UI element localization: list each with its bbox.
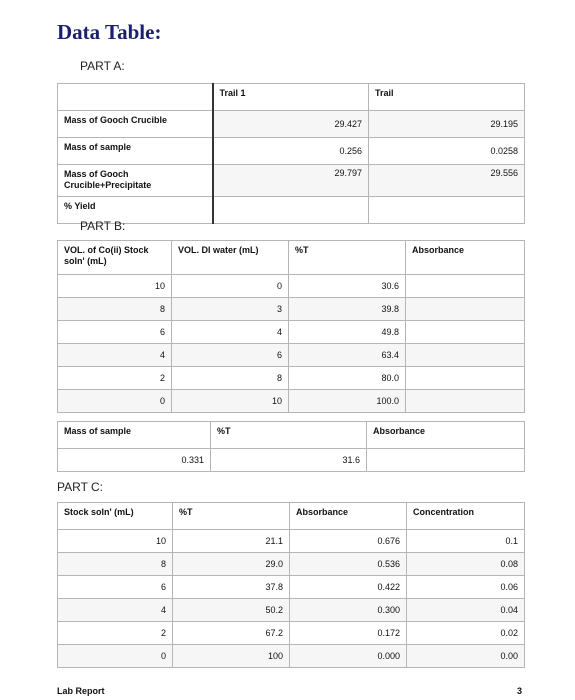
part-a-table: [57, 83, 525, 224]
table-row: [58, 138, 525, 165]
cell: 8: [172, 367, 289, 390]
part-a-header-trail2: Trail: [369, 84, 525, 111]
table-row: [58, 530, 525, 553]
table-row: [58, 449, 525, 472]
cell: [406, 275, 525, 298]
table-row: [58, 367, 525, 390]
page-number: 3: [517, 686, 523, 696]
cell: 10: [172, 390, 289, 413]
part-b-table: [57, 240, 525, 413]
table-row: [58, 321, 525, 344]
part-c-header-t: %T: [173, 503, 290, 530]
cell: 0: [58, 390, 172, 413]
cell: 30.6: [289, 275, 406, 298]
cell: [406, 344, 525, 367]
table-row: [58, 599, 525, 622]
footer-report-label: Lab Report: [57, 686, 105, 696]
cell: 63.4: [289, 344, 406, 367]
cell: 29.556: [369, 165, 525, 197]
part-c-header-absorbance: Absorbance: [290, 503, 407, 530]
cell: 8: [58, 553, 173, 576]
part-b-sample-table: [57, 421, 525, 472]
cell: 50.2: [173, 599, 290, 622]
part-c-table: [57, 502, 525, 668]
part-b-header-t: %T: [289, 241, 406, 275]
cell: 0.04: [407, 599, 525, 622]
row-label: Mass of Gooch Crucible: [58, 111, 213, 138]
page-title: Data Table:: [57, 20, 162, 44]
sample-header-mass: Mass of sample: [58, 422, 211, 449]
cell: 4: [58, 599, 173, 622]
cell: 0.1: [407, 530, 525, 553]
cell: [369, 197, 525, 224]
cell: 0: [172, 275, 289, 298]
table-row: [58, 553, 525, 576]
cell: 80.0: [289, 367, 406, 390]
cell: 67.2: [173, 622, 290, 645]
cell: 3: [172, 298, 289, 321]
table-row: [58, 165, 525, 197]
table-row: [58, 197, 525, 224]
sample-header-t: %T: [211, 422, 367, 449]
part-b-header-stock: VOL. of Co(ii) Stock soln' (mL): [58, 241, 172, 275]
cell: 4: [172, 321, 289, 344]
table-row: [58, 576, 525, 599]
cell: 0.0258: [369, 138, 525, 165]
part-a-header-blank: [58, 84, 213, 111]
cell: 29.0: [173, 553, 290, 576]
cell: 29.427: [213, 111, 369, 138]
cell: 29.797: [213, 165, 369, 197]
cell: [367, 449, 525, 472]
cell: 0.256: [213, 138, 369, 165]
cell: [406, 321, 525, 344]
cell: 6: [58, 321, 172, 344]
cell: 0.02: [407, 622, 525, 645]
cell: 37.8: [173, 576, 290, 599]
cell: 100: [173, 645, 290, 668]
table-row: [58, 298, 525, 321]
cell: 2: [58, 622, 173, 645]
cell: 0: [58, 645, 173, 668]
part-b-header-water: VOL. DI water (mL): [172, 241, 289, 275]
cell: 6: [172, 344, 289, 367]
cell: 10: [58, 530, 173, 553]
cell: 2: [58, 367, 172, 390]
table-row: [58, 275, 525, 298]
row-label: Mass of Gooch Crucible+Precipitate: [58, 165, 213, 197]
cell: 31.6: [211, 449, 367, 472]
cell: 39.8: [289, 298, 406, 321]
table-row: [58, 111, 525, 138]
part-c-label: PART C:: [57, 480, 104, 494]
table-row: [58, 622, 525, 645]
cell: 0.536: [290, 553, 407, 576]
cell: 10: [58, 275, 172, 298]
cell: 0.676: [290, 530, 407, 553]
part-c-header-concentration: Concentration: [407, 503, 525, 530]
cell: [213, 197, 369, 224]
cell: 0.08: [407, 553, 525, 576]
cell: 4: [58, 344, 172, 367]
cell: [406, 367, 525, 390]
cell: [406, 298, 525, 321]
cell: 0.172: [290, 622, 407, 645]
cell: 0.00: [407, 645, 525, 668]
cell: 0.06: [407, 576, 525, 599]
cell: 8: [58, 298, 172, 321]
part-a-header-trail1: Trail 1: [213, 84, 369, 111]
table-row: [58, 344, 525, 367]
row-label: % Yield: [58, 197, 213, 224]
cell: 21.1: [173, 530, 290, 553]
cell: [406, 390, 525, 413]
cell: 0.300: [290, 599, 407, 622]
table-row: [58, 390, 525, 413]
part-a-label: PART A:: [80, 59, 125, 73]
row-label: Mass of sample: [58, 138, 213, 165]
sample-header-absorbance: Absorbance: [367, 422, 525, 449]
cell: 29.195: [369, 111, 525, 138]
part-b-header-absorbance: Absorbance: [406, 241, 525, 275]
cell: 0.422: [290, 576, 407, 599]
part-b-label: PART B:: [80, 219, 126, 233]
cell: 0.331: [58, 449, 211, 472]
cell: 0.000: [290, 645, 407, 668]
table-row: [58, 645, 525, 668]
cell: 6: [58, 576, 173, 599]
cell: 100.0: [289, 390, 406, 413]
part-c-header-stock: Stock soln' (mL): [58, 503, 173, 530]
cell: 49.8: [289, 321, 406, 344]
